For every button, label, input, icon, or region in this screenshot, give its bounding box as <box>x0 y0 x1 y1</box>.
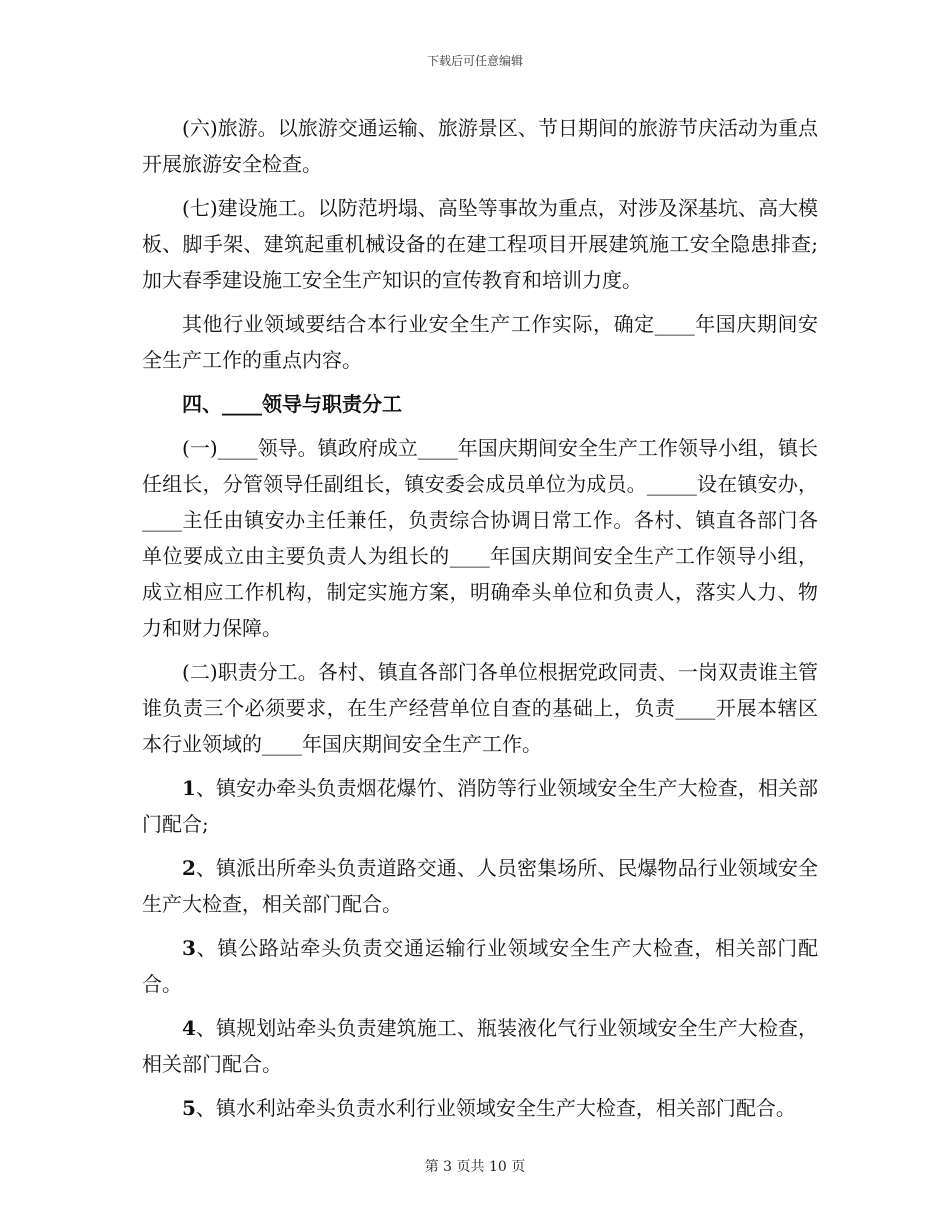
paragraph-responsibilities: (二)职责分工。各村、镇直各部门各单位根据党政同责、一岗双责谁主管谁负责三个必须要求，在生产经营单位自查的基础上，负责____开展本辖区本行业领域的____年国庆期间安全生产工作。 <box>142 660 818 756</box>
paragraph-other-industries: 其他行业领域要结合本行业安全生产工作实际，确定____年国庆期间安全生产工作的重点内容。 <box>142 312 818 372</box>
paragraph-construction: (七)建设施工。以防范坍塌、高坠等事故为重点，对涉及深基坑、高大模板、脚手架、建筑起重机械设备的在建工程项目开展建筑施工安全隐患排查;加大春季建设施工安全生产知识的宣传教育和培训力度。 <box>142 196 818 292</box>
list-item-number: 1 <box>182 776 196 800</box>
list-item <box>142 1090 818 1126</box>
section-heading-leadership: 四、____领导与职责分工 <box>182 392 402 416</box>
paragraph-leadership: (一)____领导。镇政府成立____年国庆期间安全生产工作领导小组，镇长任组长，分管领导任副组长，镇安委会成员单位为成员。_____设在镇安办，____主任由镇安办主任兼任，负责综合协调日常工作。各村、镇直各部门各单位要成立由主要负责人为组长的____年国庆期间安全生产工作领导小组，成立相应工作机构，制定实施方案，明确牵头单位和负责人，落实人力、物力和财力保障。 <box>142 436 818 640</box>
list-item-number: 3 <box>182 936 196 960</box>
document-body <box>142 110 818 1134</box>
list-item-text: 、镇水利站牵头负责水利行业领域安全生产大检查，相关部门配合。 <box>195 1096 796 1120</box>
paragraph-tourism: (六)旅游。以旅游交通运输、旅游景区、节日期间的旅游节庆活动为重点开展旅游安全检查。 <box>142 116 818 176</box>
list-item-number: 2 <box>182 856 196 880</box>
list-item-text: 、镇规划站牵头负责建筑施工、瓶装液化气行业领域安全生产大检查，相关部门配合。 <box>142 1016 818 1076</box>
page-number-footer: 第 3 页共 10 页 <box>424 1159 526 1175</box>
list-item-text: 、镇公路站牵头负责交通运输行业领域安全生产大检查，相关部门配合。 <box>142 936 818 996</box>
list-item <box>142 1010 818 1082</box>
list-item <box>142 850 818 922</box>
list-item <box>142 930 818 1002</box>
list-item-number: 4 <box>182 1016 196 1040</box>
list-item <box>142 770 818 842</box>
list-item-text: 、镇安办牵头负责烟花爆竹、消防等行业领域安全生产大检查，相关部门配合; <box>142 776 818 836</box>
list-item-text: 、镇派出所牵头负责道路交通、人员密集场所、民爆物品行业领域安全生产大检查，相关部门配合。 <box>142 856 818 916</box>
page-header-note: 下载后可任意编辑 <box>426 54 523 68</box>
list-item-number: 5 <box>182 1096 196 1120</box>
